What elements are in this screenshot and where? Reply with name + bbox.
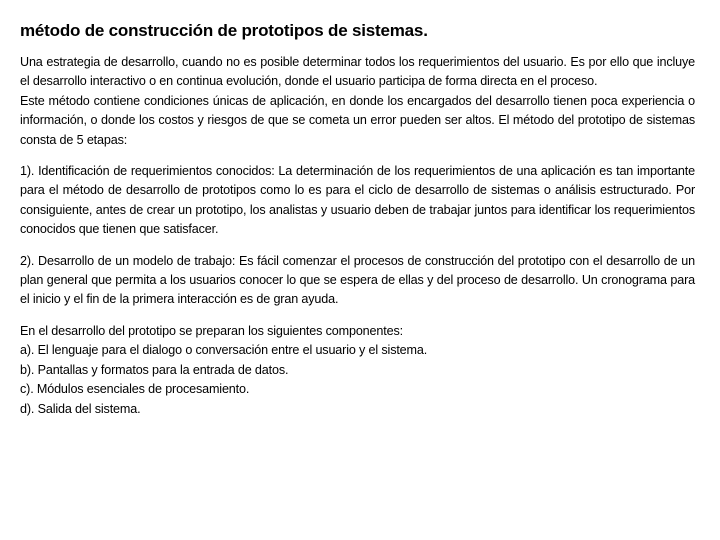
components-intro: En el desarrollo del prototipo se preparan los siguientes componentes: — [20, 323, 403, 338]
intro-paragraph: Una estrategia de desarrollo, cuando no es posible determinar todos los requerimientos del usuario. Es por ello que incluye el desarrollo interactivo o en continua evolución, donde el usuario participa de forma directa en el proceso. — [20, 55, 695, 89]
document-body — [20, 53, 695, 419]
stage-paragraph: 2). Desarrollo de un modelo de trabajo: Es fácil comenzar el procesos de construcción del prototipo con el desarrollo de un plan general que permita a los usuarios conocer lo que se espera de ellas y del proceso de desarrollo. Un cronograma para el inicio y el fin de la primera interacción es de gran ayuda. — [20, 253, 695, 307]
components-section — [20, 322, 695, 419]
list-item: b). Pantallas y formatos para la entrada de datos. — [20, 362, 289, 377]
list-item: d). Salida del sistema. — [20, 401, 141, 416]
intro-paragraph: Este método contiene condiciones únicas de aplicación, en donde los encargados del desarrollo tienen poca experiencia o información, o donde los costos y riesgos de que se cometa un error pueden ser altos. El método del prototipo de sistemas consta de 5 etapas: — [20, 93, 695, 147]
page-title: método de construcción de prototipos de sistemas. — [20, 21, 428, 40]
components-list — [20, 341, 695, 419]
intro-section — [20, 53, 695, 150]
list-item: a). El lenguaje para el dialogo o conversación entre el usuario y el sistema. — [20, 343, 428, 358]
list-item: c). Módulos esenciales de procesamiento. — [20, 382, 250, 397]
stage-paragraph: 1). Identificación de requerimientos conocidos: La determinación de los requerimientos de una aplicación es tan importante para el método de desarrollo de prototipos como lo es para el ciclo de desarrollo de sistemas o análisis estructurado. Por consiguiente, antes de crear un prototipo, los analistas y usuario deben de trabajar juntos para identificar los requerimientos conocidos que tienen que satisfacer. — [20, 164, 695, 237]
